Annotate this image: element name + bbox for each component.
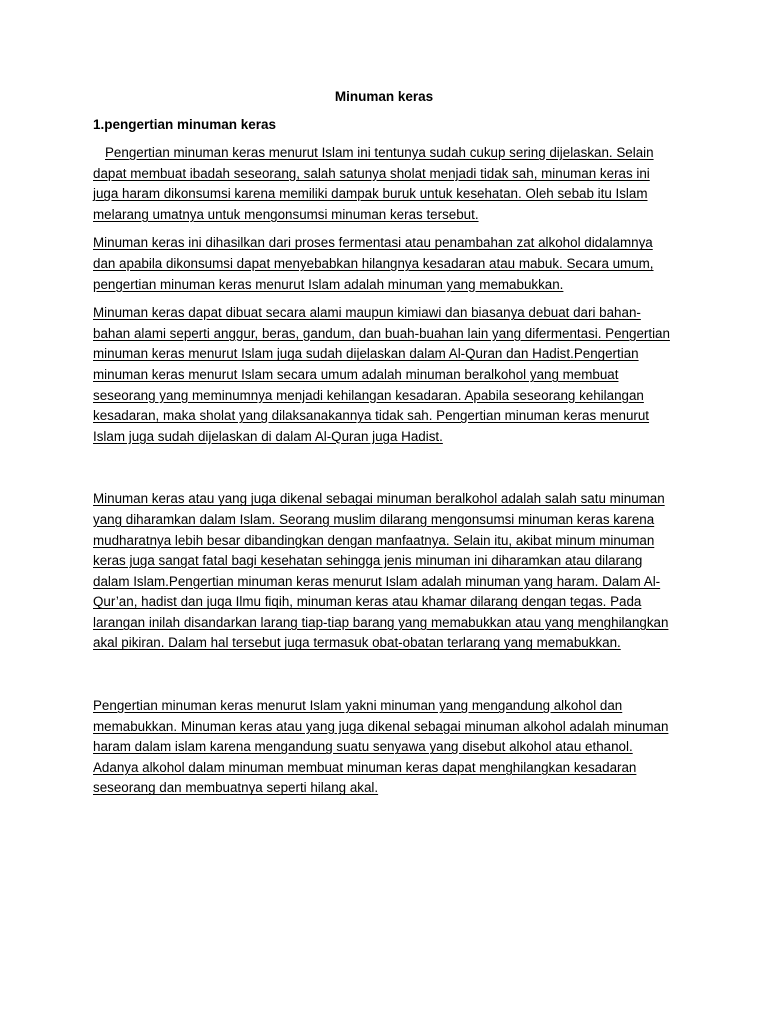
document-body bbox=[93, 88, 675, 807]
paragraph-spacer bbox=[93, 455, 675, 489]
paragraph-3: Minuman keras dapat dibuat secara alami maupun kimiawi dan biasanya debuat dari bahan-bahan alami seperti anggur, beras, gandum, dan buah-buahan lain yang difermentasi. Pengertian minuman keras menurut Islam juga sudah dijelaskan dalam Al-Quran dan Hadist.Pengertian minuman keras menurut Islam secara umum adalah minuman beralkohol yang membuat seseorang yang meminumnya menjadi kehilangan kesadaran. Apabila seseorang kehilangan kesadaran, maka sholat yang dilaksanakannya tidak sah. Pengertian minuman keras menurut Islam juga sudah dijelaskan di dalam Al-Quran juga Hadist. bbox=[93, 305, 670, 444]
paragraph-spacer bbox=[93, 662, 675, 696]
paragraph-1: Pengertian minuman keras menurut Islam ini tentunya sudah cukup sering dijelaskan. Selain dapat membuat ibadah seseorang, salah satunya sholat menjadi tidak sah, minuman keras ini juga haram dikonsumsi karena memiliki dampak buruk untuk kesehatan. Oleh sebab itu Islam melarang umatnya untuk mengonsumsi minuman keras tersebut. bbox=[93, 145, 654, 222]
paragraph-4: Minuman keras atau yang juga dikenal sebagai minuman beralkohol adalah salah satu minuman yang diharamkan dalam Islam. Seorang muslim dilarang mengonsumsi minuman keras karena mudharatnya lebih besar dibandingkan dengan manfaatnya. Selain itu, akibat minum minuman keras juga sangat fatal bagi kesehatan sehingga jenis minuman ini diharamkan atau dilarang dalam Islam.Pengertian minuman keras menurut Islam adalah minuman yang haram. Dalam Al-Qur’an, hadist dan juga Ilmu fiqih, minuman keras atau khamar dilarang dengan tegas. Pada larangan inilah disandarkan larang tiap-tiap barang yang memabukkan atau yang menghilangkan akal pikiran. Dalam hal tersebut juga termasuk obat-obatan terlarang yang memabukkan. bbox=[93, 491, 669, 651]
paragraph-5: Pengertian minuman keras menurut Islam yakni minuman yang mengandung alkohol dan memabukkan. Minuman keras atau yang juga dikenal sebagai minuman alkohol adalah minuman haram dalam islam karena mengandung suatu senyawa yang disebut alkohol atau ethanol. Adanya alkohol dalam minuman membuat minuman keras dapat menghilangkan kesadaran seseorang dan membuatnya seperti hilang akal. bbox=[93, 698, 669, 796]
document-title: Minuman keras bbox=[334, 89, 434, 104]
paragraph-2: Minuman keras ini dihasilkan dari proses fermentasi atau penambahan zat alkohol didalamnya dan apabila dikonsumsi dapat menyebabkan hilangnya kesadaran atau mabuk. Secara umum, pengertian minuman keras menurut Islam adalah minuman yang memabukkan. bbox=[93, 235, 654, 292]
section-heading: 1.pengertian minuman keras bbox=[93, 117, 277, 132]
